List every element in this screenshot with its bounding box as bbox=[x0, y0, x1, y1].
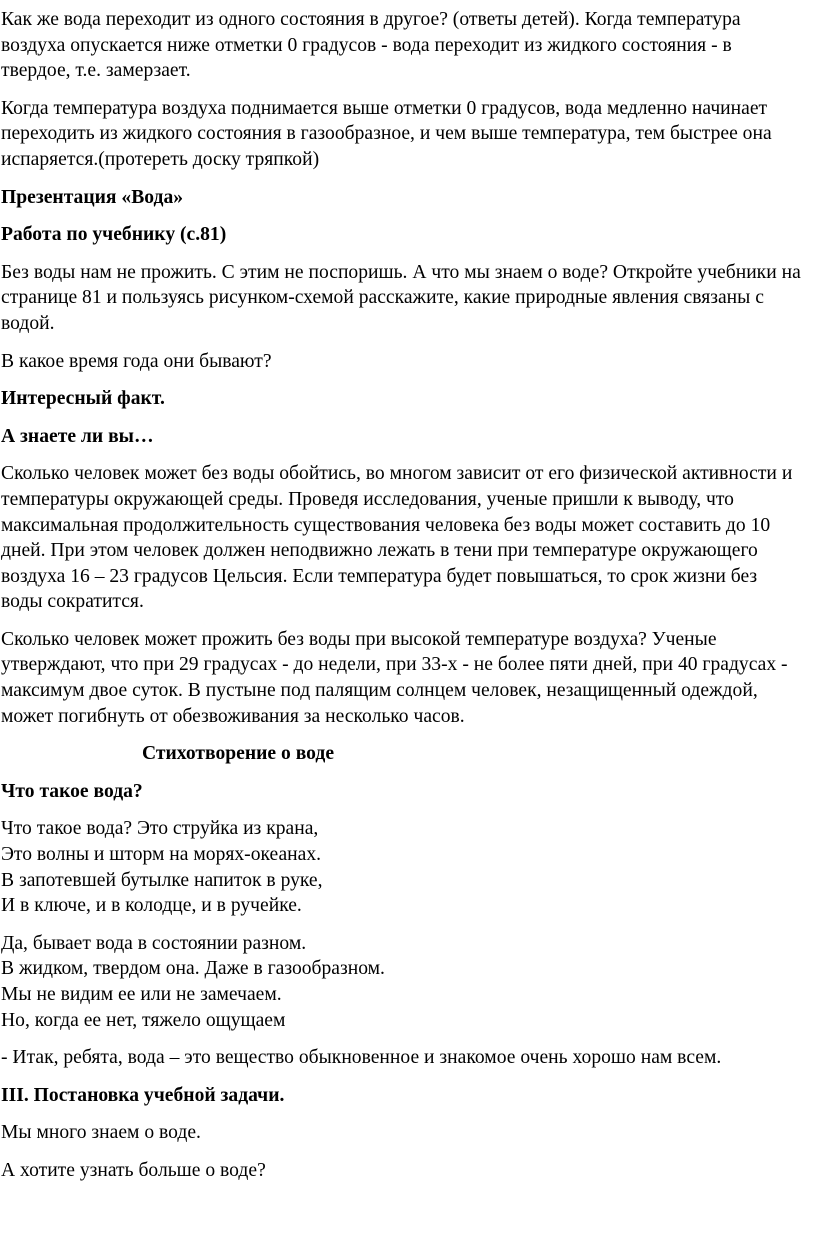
poem-line: Мы не видим ее или не замечаем. bbox=[1, 984, 282, 1005]
heading-presentation: Презентация «Вода» bbox=[1, 186, 184, 208]
heading-did-you-know: А знаете ли вы… bbox=[1, 425, 154, 447]
poem-line: В жидком, твердом она. Даже в газообразном. bbox=[1, 958, 385, 980]
paragraph-want-to-know: А хотите узнать больше о воде? bbox=[1, 1159, 266, 1181]
paragraph-we-know: Мы много знаем о воде. bbox=[1, 1122, 201, 1144]
paragraph-water-states: Как же вода переходит из одного состояния в другое? (ответы детей). Когда температура воздуха опускается ниже отметки 0 градусов - вода переходит из жидкого состояния - в твердое, т.е. замерзает. bbox=[1, 9, 741, 82]
poem-line: Да, бывает вода в состоянии разном. bbox=[1, 932, 307, 954]
paragraph-evaporation: Когда температура воздуха поднимается выше отметки 0 градусов, вода медленно начинает переходить из жидкого состояния в газообразное, и чем выше температура, тем быстрее она испаряется.(протереть доску тряпкой) bbox=[1, 97, 772, 170]
heading-section-3: III. Постановка учебной задачи. bbox=[1, 1084, 285, 1106]
paragraph-high-temperature: Сколько человек может прожить без воды при высокой температуре воздуха? Ученые утверждают, что при 29 градусах - до недели, при 33-х - не более пяти дней, при 40 градусах - максимум двое суток. В пустыне под палящим солнцем человек, незащищенный одеждой, может погибнуть от обезвоживания за несколько часов. bbox=[1, 628, 788, 727]
poem-line: И в ключе, и в колодце, и в ручейке. bbox=[1, 895, 302, 917]
heading-poem: Стихотворение о воде bbox=[142, 743, 335, 765]
poem-line: Но, когда ее нет, тяжело ощущаем bbox=[1, 1009, 286, 1031]
paragraph-survival-without-water: Сколько человек может без воды обойтись, во многом зависит от его физической активности и температуры окружающей среды. Проведя исследования, ученые пришли к выводу, что максимальная продолжительность существования человека без воды может составить до 10 дней. При этом человек должен неподвижно лежать в тени при температуре окружающего воздуха 16 – 23 градусов Цельсия. Если температура будет повышаться, то срок жизни без воды сократится. bbox=[1, 463, 793, 613]
heading-textbook-work: Работа по учебнику (с.81) bbox=[1, 224, 227, 246]
poem-line: Что такое вода? Это струйка из крана, bbox=[1, 818, 319, 840]
paragraph-textbook: Без воды нам не прожить. С этим не поспоришь. А что мы знаем о воде? Откройте учебники на странице 81 и пользуясь рисунком-схемой расскажите, какие природные явления связаны с водой. bbox=[1, 261, 801, 334]
heading-what-is-water: Что такое вода? bbox=[1, 780, 143, 802]
poem-line: Это волны и шторм на морях-океанах. bbox=[1, 844, 322, 866]
poem-line: В запотевшей бутылке напиток в руке, bbox=[1, 869, 323, 891]
poem-stanza-2 bbox=[1, 931, 802, 1033]
heading-interesting-fact: Интересный факт. bbox=[1, 388, 165, 410]
paragraph-season-question: В какое время года они бывают? bbox=[1, 350, 272, 372]
poem-stanza-1 bbox=[1, 816, 802, 918]
paragraph-summary: - Итак, ребята, вода – это вещество обыкновенное и знакомое очень хорошо нам всем. bbox=[1, 1047, 722, 1069]
